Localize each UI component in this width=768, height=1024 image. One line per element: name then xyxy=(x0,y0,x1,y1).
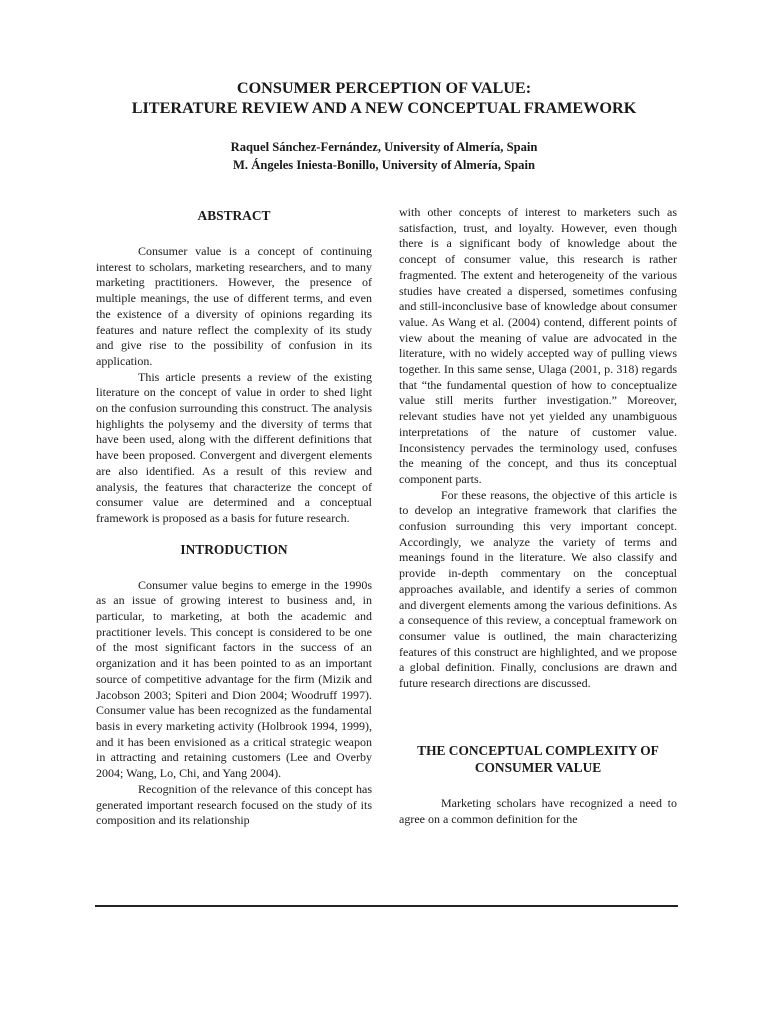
author-2: M. Ángeles Iniesta-Bonillo, University of Almería, Spain xyxy=(233,158,535,172)
introduction-heading: INTRODUCTION xyxy=(180,541,288,557)
complexity-heading xyxy=(399,742,677,776)
complexity-paragraph-1: Marketing scholars have recognized a need to agree on a common definition for the xyxy=(399,795,677,826)
complexity-heading-line-2: CONSUMER VALUE xyxy=(474,759,602,775)
complexity-heading-line-1: THE CONCEPTUAL COMPLEXITY OF xyxy=(417,742,659,758)
author-block xyxy=(120,138,648,174)
introduction-paragraph-2: Recognition of the relevance of this concept has generated important research focused on the study of its composition and its relationship xyxy=(96,781,372,828)
abstract-paragraph-1: Consumer value is a concept of continuing interest to scholars, marketing researchers, and to many marketing practitioners. However, the presence of multiple meanings, the use of different terms, and even the existence of a diversity of opinions regarding its features and nature reflect the complexity of its study and give rise to the possibility of confusion in its application. xyxy=(96,244,372,368)
introduction-paragraph-1: Consumer value begins to emerge in the 1990s as an issue of growing interest to business and, in particular, to marketing, at both the academic and practitioner levels. This concept is considered to be one of the most significant factors in the success of an organization and it has been pointed to as an important source of competitive advantage for the firm (Mizik and Jacobson 2003; Spiteri and Dion 2004; Woodruff 1997). Consumer value has been recognized as the fundamental basis in every marketing activity (Holbrook 1994, 1999), and it has been envisioned as a critical strategic weapon in attracting and retaining customers (Lee and Overby 2004; Wang, Lo, Chi, and Yang 2004). xyxy=(96,577,372,781)
right-column xyxy=(399,205,677,827)
title-line-2: LITERATURE REVIEW AND A NEW CONCEPTUAL FRAMEWORK xyxy=(131,99,637,117)
paper-title xyxy=(60,78,708,118)
left-column xyxy=(96,205,372,829)
right-paragraph-1: with other concepts of interest to marketers such as satisfaction, trust, and loyalty. However, even though there is a significant body of knowledge about the concept of consumer value, this research is rather fragmented. The extent and heterogeneity of the various studies have created a dispersed, sometimes confusing and still-inconclusive base of knowledge about consumer value. As Wang et al. (2004) contend, different points of view about the meaning of value are advocated in the literature, with no widely accepted way of pulling views together. In this same sense, Ulaga (2001, p. 318) regards that “the fundamental question of how to conceptualize value still merits further investigation.” Moreover, relevant studies have not yet yielded any unambiguous interpretations of the nature of customer value. Inconsistency pervades the terminology used, confuses the meaning of the concept, and thus its conceptual component parts. xyxy=(399,205,677,486)
right-paragraph-2: For these reasons, the objective of this article is to develop an integrative framework that clarifies the confusion surrounding this very important concept. Accordingly, we analyze the variety of terms and meanings found in the literature. We also classify and provide in-depth commentary on the conceptual approaches available, and identify a series of common and divergent elements among the various definitions. As a consequence of this review, a conceptual framework on consumer value is outlined, the main characterizing features of this construct are highlighted, and we propose a global definition. Finally, conclusions are drawn and future research directions are discussed. xyxy=(399,487,677,691)
bottom-rule xyxy=(95,905,678,907)
title-line-1: CONSUMER PERCEPTION OF VALUE: xyxy=(236,79,532,97)
abstract-paragraph-2: This article presents a review of the existing literature on the concept of value in order to shed light on the confusion surrounding this construct. The analysis highlights the polysemy and the diversity of terms that have been used, along with the different definitions that have been proposed. Convergent and divergent elements are also identified. As a result of this review and analysis, the features that characterize the concept of consumer value are determined and a conceptual framework is proposed as a basis for future research. xyxy=(96,369,372,525)
abstract-heading: ABSTRACT xyxy=(197,208,271,223)
author-1: Raquel Sánchez-Fernández, University of Almería, Spain xyxy=(230,140,538,154)
